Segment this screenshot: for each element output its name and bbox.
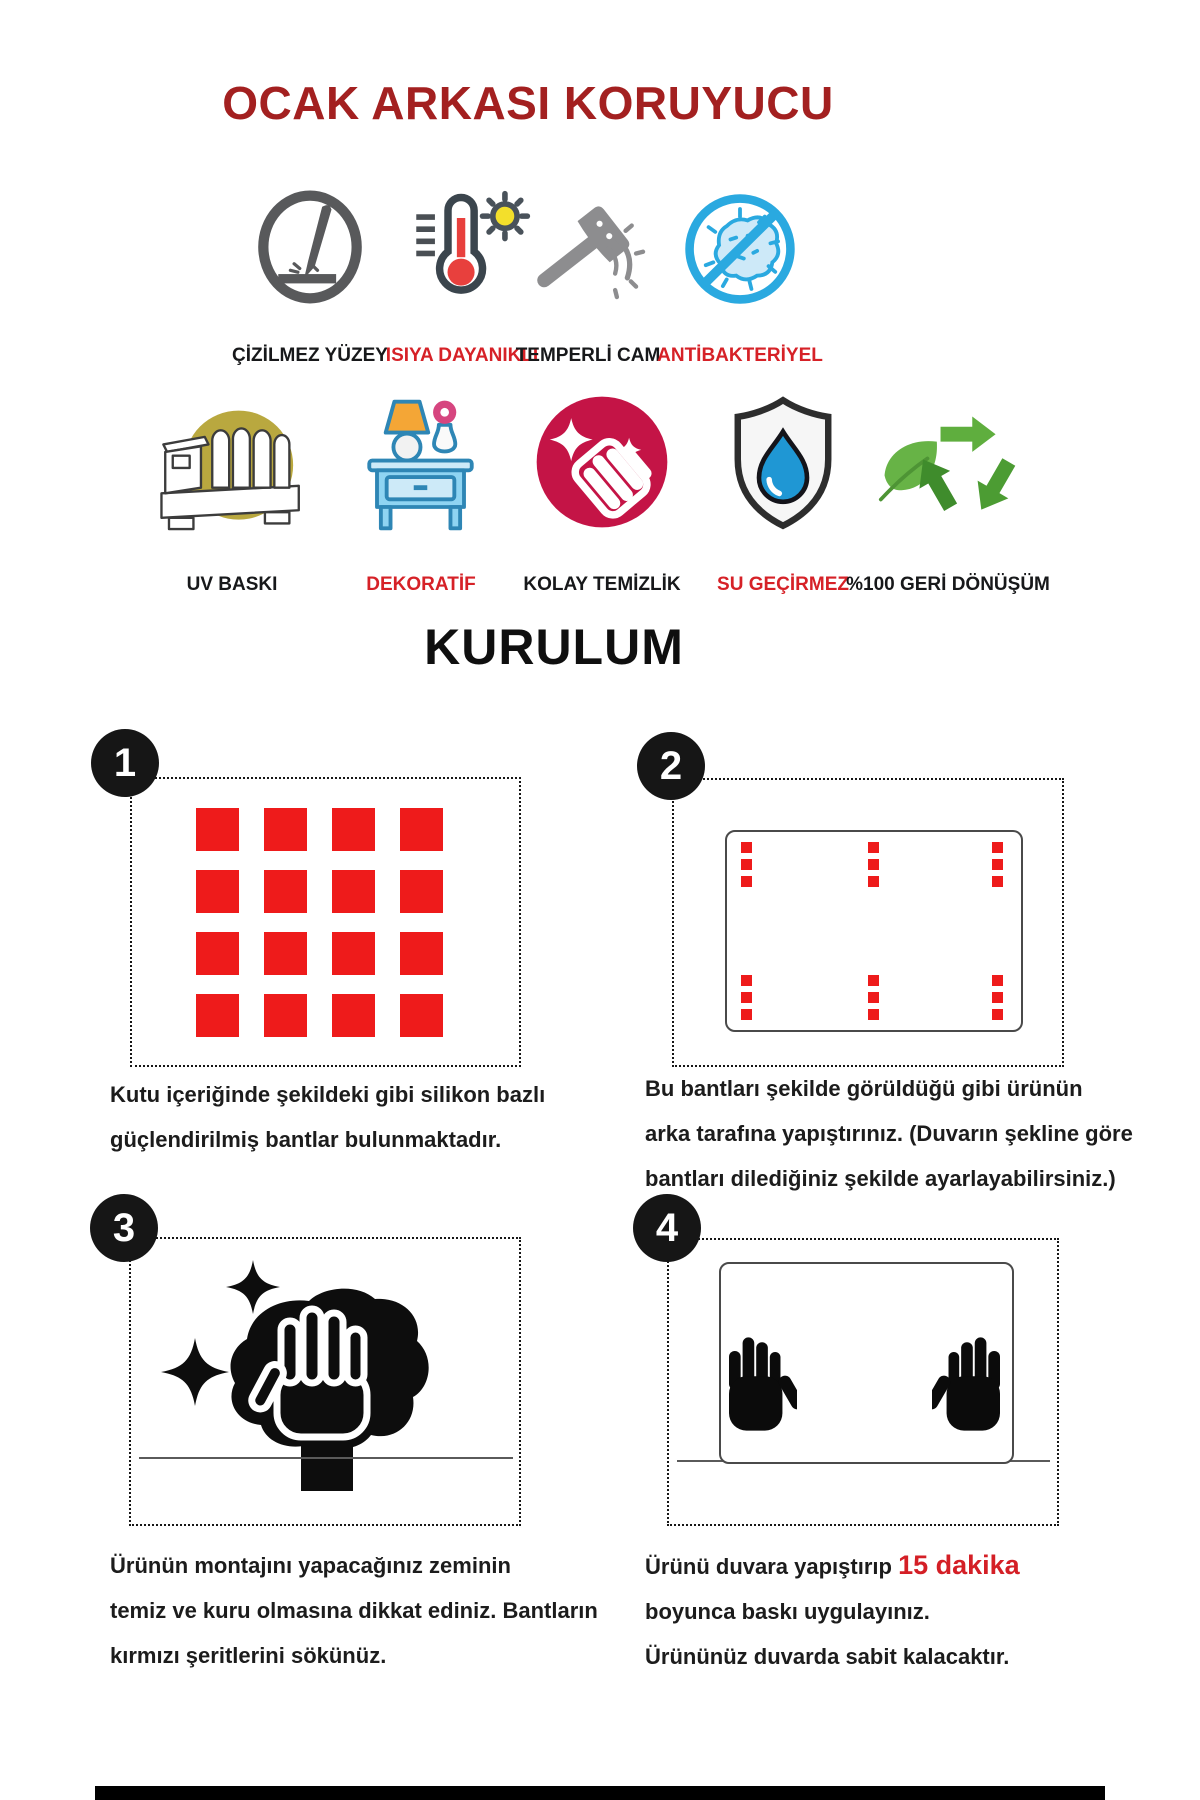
waterproof-icon [723, 388, 843, 543]
caption-line: temiz ve kuru olmasına dikkat ediniz. Bantların [110, 1598, 598, 1623]
wiping-hand-icon [131, 1239, 519, 1524]
step-1-badge [91, 729, 159, 797]
caption-line: kırmızı şeritlerini sökünüz. [110, 1643, 387, 1668]
step-4-badge [633, 1194, 701, 1262]
page-title: OCAK ARKASI KORUYUCU [222, 77, 834, 129]
feature-label: ÇİZİLMEZ YÜZEY [232, 345, 388, 366]
caption-line: bantları dilediğiniz şekilde ayarlayabilirsiniz.) [645, 1166, 1116, 1191]
antibacterial-icon [681, 190, 799, 313]
feature-label: ANTİBAKTERİYEL [657, 345, 823, 366]
easy-clean-icon [532, 392, 672, 537]
caption-red-part: 15 dakika [898, 1550, 1020, 1580]
uv-print-icon [152, 388, 312, 551]
caption-line: Kutu içeriğinde şekildeki gibi silikon bazlı [110, 1082, 546, 1107]
caption-line: Bu bantları şekilde görüldüğü gibi ürünün [645, 1076, 1083, 1101]
feature-label: DEKORATİF [366, 574, 476, 595]
caption-line: Ürünün montajını yapacağınız zeminin [110, 1553, 511, 1578]
tempered-glass-icon [528, 194, 650, 311]
product-back-panel [725, 830, 1023, 1032]
caption-line: güçlendirilmiş bantlar bulunmaktadır. [110, 1127, 502, 1152]
feature-label: UV BASKI [186, 574, 278, 595]
feature-label: SU GEÇİRMEZ [717, 574, 849, 595]
step-1-caption [110, 1072, 545, 1162]
step-number: 2 [659, 743, 683, 788]
step-1-illustration [130, 777, 521, 1067]
step-2-caption [645, 1066, 1133, 1201]
product-front-panel [719, 1262, 1014, 1464]
step-2-badge [637, 732, 705, 800]
caption-line: Ürününüz duvarda sabit kalacaktır. [645, 1644, 1010, 1669]
step-2-illustration [672, 778, 1064, 1067]
recycle-icon [873, 395, 1023, 540]
feature-label: %100 GERİ DÖNÜŞÜM [846, 574, 1050, 595]
step-4-illustration [667, 1238, 1059, 1526]
caption-line: arka tarafına yapıştırınız. (Duvarın şekline göre [645, 1121, 1133, 1146]
pressing-hand-icon [932, 1334, 1000, 1434]
feature-label: ISIYA DAYANIKLI [385, 345, 539, 366]
section-title: KURULUM [424, 619, 684, 675]
pressing-hand-icon [729, 1334, 797, 1434]
caption-line [645, 1543, 1020, 1589]
step-3-badge [90, 1194, 158, 1262]
tape-squares-grid [196, 808, 443, 1037]
surface-line [139, 1457, 513, 1459]
caption-black-part: Ürünü duvara yapıştırıp [645, 1554, 899, 1579]
step-number: 1 [113, 740, 137, 785]
caption-red-line: boyunca baskı uygulayınız. [645, 1599, 930, 1624]
step-3-caption [110, 1543, 598, 1678]
step-number: 3 [112, 1205, 136, 1250]
feature-label: KOLAY TEMİZLİK [523, 574, 681, 595]
step-3-illustration [129, 1237, 521, 1526]
step-number: 4 [655, 1205, 679, 1250]
heat-resistant-icon [392, 190, 532, 307]
decorative-icon [348, 386, 493, 546]
step-4-caption [645, 1543, 1020, 1679]
bottom-bar [95, 1786, 1105, 1800]
scratch-proof-icon [254, 188, 366, 311]
feature-label: TEMPERLİ CAM [515, 345, 661, 366]
